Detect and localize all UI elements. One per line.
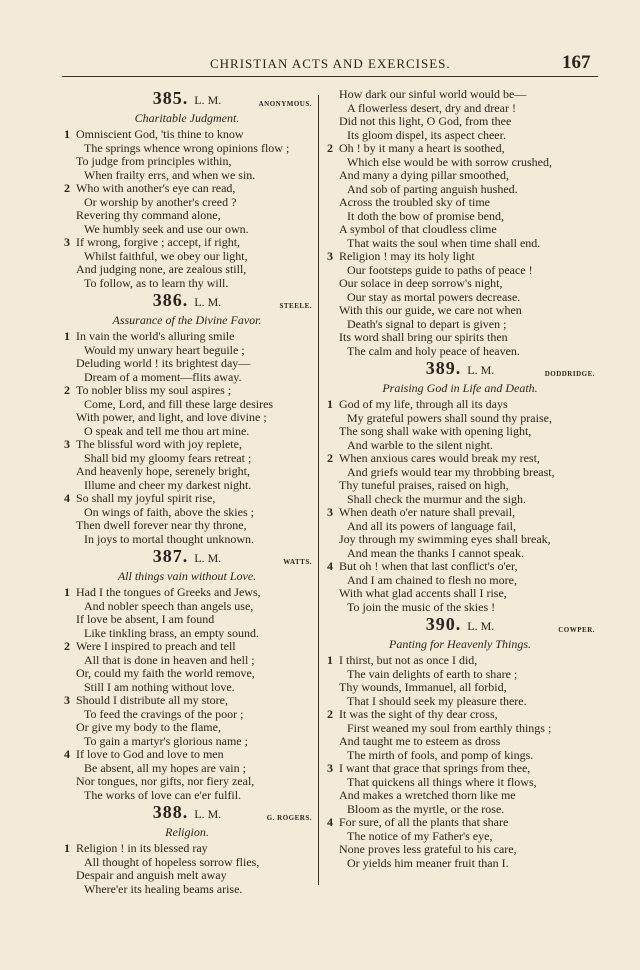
hymn-title: All things vain without Love. [117,569,257,583]
verse-line: Were I inspired to preach and tell [76,639,236,653]
verse-line: And makes a wretched thorn like me [339,788,516,802]
right-column [325,88,595,870]
hymn-author: ANONYMOUS. [258,100,312,108]
verse-line: But oh ! when that last conflict's o'er, [339,559,518,573]
verse-line: And heavenly hope, serenely bright, [76,464,250,478]
verse-line: And taught me to esteem as dross [339,734,501,748]
stanza-number: 1 [64,585,70,599]
stanza [325,304,595,358]
verse-line: It doth the bow of promise bend, [347,208,504,223]
verse-line: The vain delights of earth to share ; [347,666,518,681]
stanza [62,236,312,290]
verse-line: First weaned my soul from earthly things ; [347,720,552,735]
verse-line: I want that grace that springs from thee, [339,761,531,775]
hymn-meter: L. M. [194,295,222,309]
stanza [62,640,312,694]
verse-line: Religion ! may its holy light [339,249,475,263]
verse-line: To feed the cravings of the poor ; [84,706,244,721]
verse-line: To follow, as to learn thy will. [84,275,229,290]
hymn-number: 389. [425,358,462,378]
verse-line: Its gloom dispel, its aspect cheer. [347,127,506,142]
stanza [62,182,312,236]
verse-line: The calm and holy peace of heaven. [347,343,520,358]
hymn-number: 385. [152,88,189,108]
hymn-title: Religion. [165,825,209,839]
stanza-number: 3 [327,761,333,775]
verse-line: The song shall wake with opening light, [339,424,532,438]
verse-line: Whilst faithful, we obey our light, [84,248,248,263]
verse-line: Oh ! by it many a heart is soothed, [339,141,505,155]
verse-line: All thought of hopeless sorrow flies, [84,854,260,869]
verse-line: The blissful word with joy replete, [76,437,242,451]
verse-line: When anxious cares would break my rest, [339,451,540,465]
verse-line: That quickens all things where it flows, [347,774,537,789]
hymn-author: COWPER. [558,626,595,634]
verse-line: And all its powers of language fail, [347,518,516,533]
verse-line: Across the troubled sky of time [339,195,490,209]
stanza-number: 4 [64,747,70,761]
verse-line: To judge from principles within, [76,154,232,168]
header-rule [62,76,598,77]
stanza [62,384,312,438]
verse-line: Shall check the murmur and the sigh. [347,491,526,506]
stanza [325,452,595,506]
verse-line: To join the music of the skies ! [347,599,496,614]
stanza-number: 4 [327,815,333,829]
verse-line: To gain a martyr's glorious name ; [84,733,248,748]
stanza [325,654,595,708]
hymn-meter: L. M. [194,93,222,107]
verse-line: Or worship by another's creed ? [84,194,237,209]
verse-line: Joy through my swimming eyes shall break, [339,532,551,546]
hymn-number: 390. [425,614,462,634]
verse-line: None proves less grateful to his care, [339,842,517,856]
verse-line: O speak and tell me thou art mine. [84,423,250,438]
hymn-title: Praising God in Life and Death. [382,381,538,395]
hymn-author: WATTS. [283,558,312,566]
hymn-author: STEELE. [279,302,312,310]
stanza-number: 2 [64,639,70,653]
stanza-number: 3 [327,505,333,519]
verse-line: For sure, of all the plants that share [339,815,509,829]
hymn-meter: L. M. [467,363,495,377]
stanza-number: 1 [327,397,333,411]
hymn-title: Assurance of the Divine Favor. [112,313,262,327]
hymn-heading [325,614,595,636]
stanza [62,842,312,896]
stanza-number: 2 [327,451,333,465]
hymn-heading [62,88,312,110]
hymn-author: G. ROGERS. [266,814,312,822]
verse-line: Had I the tongues of Greeks and Jews, [76,585,261,599]
verse-line: And many a dying pillar smoothed, [339,168,509,182]
running-head [0,52,640,76]
hymn-author: DODDRIDGE. [544,370,595,378]
verse-line: And I am chained to flesh no more, [347,572,517,587]
stanza [325,506,595,560]
stanza-number: 4 [64,491,70,505]
verse-line: All that is done in heaven and hell ; [84,652,255,667]
verse-line: A flowerless desert, dry and drear ! [347,100,516,115]
verse-line: With this our guide, we care not when [339,303,522,317]
verse-line: Or yields him meaner fruit than I. [347,855,509,870]
verse-line: Did not this light, O God, from thee [339,114,512,128]
verse-line: That I should seek my pleasure there. [347,693,527,708]
verse-line: When death o'er nature shall prevail, [339,505,516,519]
hymn-title: Charitable Judgment. [134,111,240,125]
hymn-heading [325,358,595,380]
verse-line: And griefs would tear my throbbing breast, [347,464,555,479]
hymn-number: 386. [152,290,189,310]
verse-line: Thy wounds, Immanuel, all forbid, [339,680,507,694]
verse-line: How dark our sinful world would be— [339,87,527,101]
hymn-title: Panting for Heavenly Things. [389,637,531,651]
verse-line: Omniscient God, 'tis thine to know [76,127,244,141]
verse-line: If love to God and love to men [76,747,224,761]
verse-line: Nor tongues, nor gifts, nor fiery zeal, [76,774,255,788]
verse-line: To nobler bliss my soul aspires ; [76,383,232,397]
hymn-number: 387. [152,546,189,566]
verse-line: And judging none, are zealous still, [76,262,247,276]
verse-line: Death's signal to depart is given ; [347,316,507,331]
stanza-number: 1 [64,127,70,141]
verse-line: Or, could my faith the world remove, [76,666,255,680]
verse-line: The mirth of fools, and pomp of kings. [347,747,534,762]
verse-line: Religion ! in its blessed ray [76,841,208,855]
verse-line: Would my unwary heart beguile ; [84,342,245,357]
verse-line: Should I distribute all my store, [76,693,228,707]
stanza [62,330,312,384]
verse-line: Bloom as the myrtle, or the rose. [347,801,505,816]
verse-line: That waits the soul when time shall end. [347,235,541,250]
verse-line: Shall bid my gloomy fears retreat ; [84,450,252,465]
verse-line: Which else would be with sorrow crushed, [347,154,552,169]
verse-line: Our solace in deep sorrow's night, [339,276,503,290]
verse-line: In vain the world's alluring smile [76,329,235,343]
verse-line: Despair and anguish melt away [76,868,227,882]
stanza-number: 2 [64,181,70,195]
stanza-number: 2 [327,141,333,155]
stanza-number: 4 [327,559,333,573]
verse-line: Who with another's eye can read, [76,181,236,195]
verse-line: And mean the thanks I cannot speak. [347,545,524,560]
verse-line: Its word shall bring our spirits then [339,330,508,344]
hymn-heading [62,290,312,312]
stanza [325,142,595,196]
hymn-heading [62,802,312,824]
column-divider [318,95,319,885]
hymn-meter: L. M. [194,807,222,821]
verse-line: Then dwell forever near thy throne, [76,518,247,532]
verse-line: In joys to mortal thought unknown. [84,531,254,546]
verse-line: Revering thy command alone, [76,208,221,222]
stanza-number: 1 [64,329,70,343]
hymn-heading [62,546,312,568]
verse-line: And sob of parting anguish hushed. [347,181,518,196]
verse-line: Our footsteps guide to paths of peace ! [347,262,533,277]
stanza [325,398,595,452]
hymn-meter: L. M. [467,619,495,633]
verse-line: Dream of a moment—flits away. [84,369,242,384]
verse-line: With power, and light, and love divine ; [76,410,267,424]
stanza [62,694,312,748]
verse-line: And warble to the silent night. [347,437,493,452]
verse-line: Thy tuneful praises, raised on high, [339,478,509,492]
verse-line: Like tinkling brass, an empty sound. [84,625,259,640]
verse-line: When frailty errs, and when we sin. [84,167,256,182]
verse-line: The springs whence wrong opinions flow ; [84,140,290,155]
stanza [325,708,595,762]
stanza-number: 2 [64,383,70,397]
stanza-number: 1 [327,653,333,667]
stanza [325,816,595,870]
hymn-meter: L. M. [194,551,222,565]
stanza [62,586,312,640]
stanza-number: 1 [64,841,70,855]
stanza-number: 3 [64,693,70,707]
verse-line: God of my life, through all its days [339,397,508,411]
verse-line: Be absent, all my hopes are vain ; [84,760,246,775]
verse-line: Or give my body to the flame, [76,720,221,734]
stanza [62,128,312,182]
verse-line: I thirst, but not as once I did, [339,653,478,667]
running-title: CHRISTIAN ACTS AND EXERCISES. [210,56,451,71]
stanza [62,748,312,802]
verse-line: On wings of faith, above the skies ; [84,504,254,519]
verse-line: And nobler speech than angels use, [84,598,254,613]
verse-line: If love be absent, I am found [76,612,215,626]
verse-line: If wrong, forgive ; accept, if right, [76,235,241,249]
stanza-number: 3 [64,437,70,451]
verse-line: The notice of my Father's eye, [347,828,493,843]
stanza [325,560,595,614]
verse-line: The works of love can e'er fulfil. [84,787,242,802]
stanza [62,492,312,546]
stanza [325,196,595,250]
verse-line: My grateful powers shall sound thy praise, [347,410,552,425]
verse-line: Deluding world ! its brightest day— [76,356,251,370]
hymn-number: 388. [152,802,189,822]
stanza [325,88,595,142]
stanza [325,762,595,816]
verse-line: Illume and cheer my darkest night. [84,477,252,492]
verse-line: Our stay as mortal powers decrease. [347,289,521,304]
verse-line: We humbly seek and use our own. [84,221,249,236]
verse-line: Come, Lord, and fill these large desires [84,396,274,411]
page-number: 167 [562,52,591,73]
verse-line: So shall my joyful spirit rise, [76,491,216,505]
stanza-number: 2 [327,707,333,721]
verse-line: Where'er its healing beams arise. [84,881,243,896]
stanza-number: 3 [64,235,70,249]
stanza [325,250,595,304]
stanza-number: 3 [327,249,333,263]
verse-line: Still I am nothing without love. [84,679,235,694]
stanza [62,438,312,492]
left-column [62,88,312,896]
verse-line: A symbol of that cloudless clime [339,222,497,236]
verse-line: It was the sight of thy dear cross, [339,707,498,721]
verse-line: With what glad accents shall I rise, [339,586,507,600]
